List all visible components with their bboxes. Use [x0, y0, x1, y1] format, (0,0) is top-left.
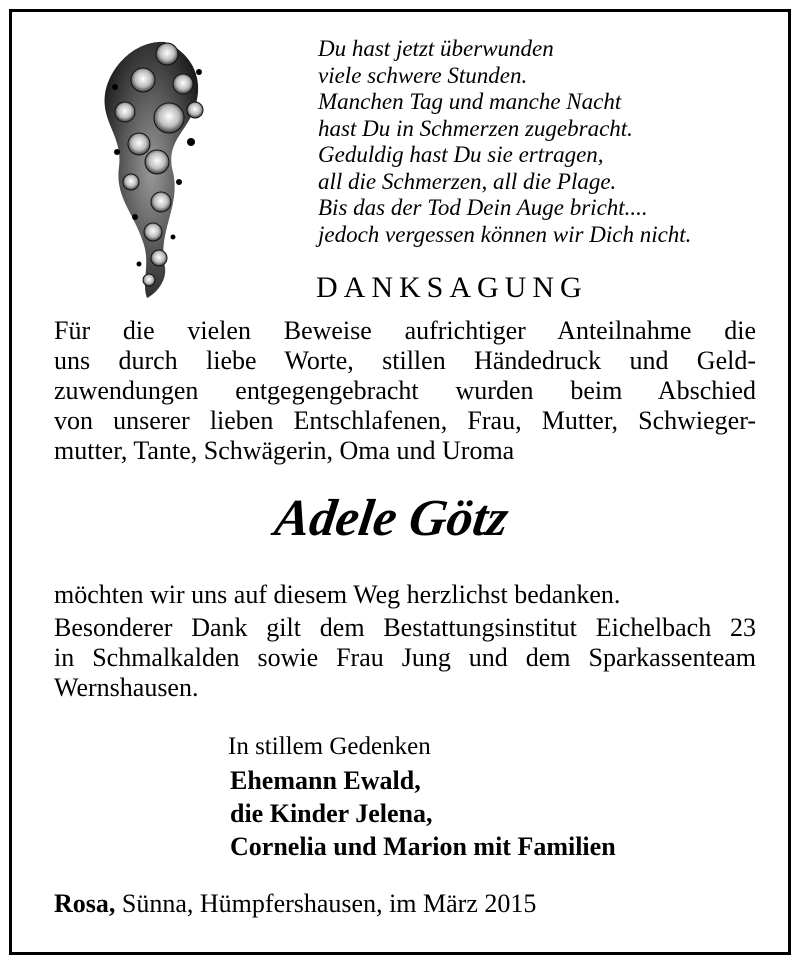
paragraph-line: Für die vielen Beweise aufrichtiger Anteilnahme die — [54, 316, 756, 345]
paragraph-line: möchten wir uns auf diesem Weg herzlichst bedanken. — [54, 580, 621, 609]
mourner-line: Ehemann Ewald, — [230, 766, 421, 795]
thanks-paragraph — [54, 316, 756, 466]
thanks-paragraph-2 — [54, 580, 756, 703]
poem-line: jedoch vergessen können wir Dich nicht. — [318, 221, 692, 247]
memorial-intro: In stillem Gedenken — [228, 733, 431, 760]
mourners-list — [230, 764, 616, 863]
poem-line: all die Schmerzen, all die Plage. — [318, 168, 617, 194]
paragraph-line: von unserer lieben Entschlafenen, Frau, Mutter, Schwieger- — [54, 406, 756, 435]
place-date-rest: Sünna, Hümpfershausen, im März 2015 — [115, 889, 537, 918]
paragraph-line: mutter, Tante, Schwägerin, Oma und Uroma — [54, 436, 515, 465]
danksagung-heading: DANKSAGUNG — [316, 271, 588, 304]
paragraph-line: in Schmalkalden sowie Frau Jung und dem Sparkassenteam — [54, 643, 756, 672]
flower-bouquet-icon — [95, 32, 225, 300]
poem — [318, 36, 691, 248]
deceased-name-text: Adele Götz — [271, 489, 512, 547]
poem-line: hast Du in Schmerzen zugebracht. — [318, 115, 633, 141]
paragraph-line: Besonderer Dank gilt dem Bestattungsinstitut Eichelbach 23 — [54, 613, 756, 642]
place-name-bold: Rosa, — [54, 889, 116, 918]
poem-line: Du hast jetzt überwunden — [318, 36, 554, 61]
deceased-name — [214, 480, 564, 560]
paragraph-line: zuwendungen entgegengebracht wurden beim Abschied — [54, 376, 756, 405]
paragraph-line: uns durch liebe Worte, stillen Händedruck und Geld- — [54, 346, 756, 375]
poem-line: Geduldig hast Du sie ertragen, — [318, 142, 604, 167]
paragraph-line: Wernshausen. — [54, 673, 199, 702]
poem-line: viele schwere Stunden. — [318, 62, 528, 88]
place-date-line — [54, 889, 536, 919]
mourner-line: die Kinder Jelena, — [230, 799, 433, 828]
poem-line: Bis das der Tod Dein Auge bricht.... — [318, 195, 648, 220]
mourner-line: Cornelia und Marion mit Familien — [230, 832, 616, 861]
poem-line: Manchen Tag und manche Nacht — [318, 89, 622, 114]
